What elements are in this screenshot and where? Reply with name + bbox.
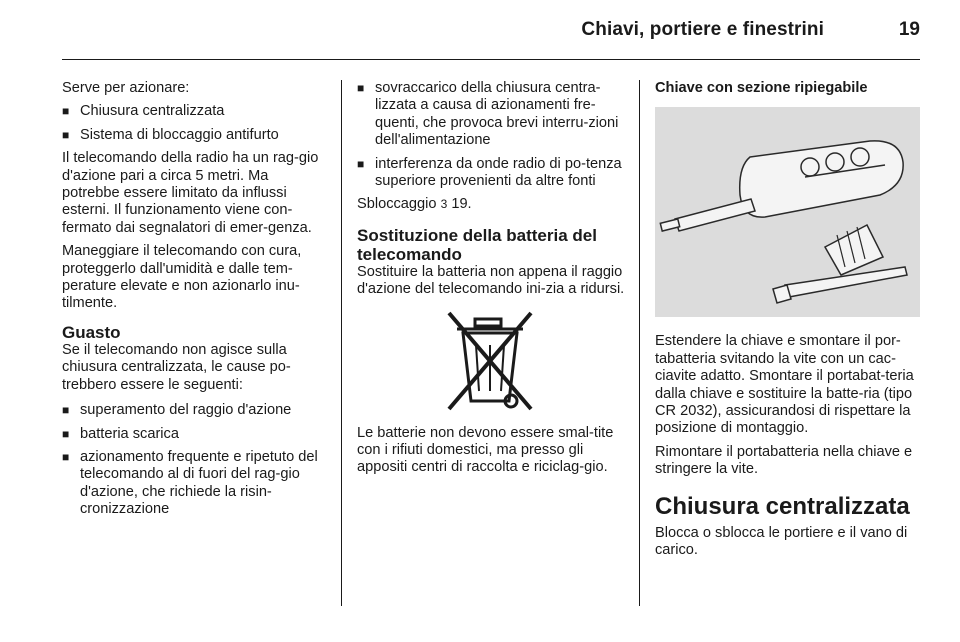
- section-heading-guasto: Guasto: [62, 322, 121, 342]
- page-number: 19: [898, 19, 920, 40]
- bullet-icon: ■: [357, 156, 365, 171]
- uses-list: [62, 103, 328, 144]
- column-2: [357, 80, 625, 483]
- list-item: ■ interferenza da onde radio di po-tenza superiore provenienti da altre fonti: [357, 155, 622, 190]
- range-paragraph: Il telecomando della radio ha un rag-gio d'azione pari a circa 5 metri. Ma potrebbe essere limitato da influssi esterni. Il funzionamento viene con-fermato dai segnalatori di emer-genza.: [62, 150, 319, 236]
- instructions-paragraph: Estendere la chiave e smontare il por-tabatteria svitando la vite con un cac-ciavite adatto. Smontare il portabat-teria dalla chiave e sostituire la batte-ria (tipo CR 2032), assicurandosi di rispettare la posizione di montaggio.: [655, 333, 914, 437]
- causes-list: [62, 402, 328, 518]
- central-locking-paragraph: Blocca o sblocca le portiere e il vano di carico.: [655, 524, 908, 559]
- cross-reference[interactable]: Sbloccaggio 3 19.: [357, 196, 472, 213]
- bullet-icon: ■: [62, 426, 70, 441]
- disposal-paragraph: Le batterie non devono essere smal-tite con i rifiuti domestici, ma presso gli appositi centri di raccolta e riciclag-gio.: [357, 424, 614, 476]
- page-header-title: Chiavi, portiere e finestrini: [581, 19, 824, 40]
- intro-text: Serve per azionare:: [62, 80, 190, 96]
- list-item: ■ batteria scarica: [62, 425, 179, 442]
- bullet-icon: ■: [62, 449, 70, 464]
- bullet-icon: ■: [62, 403, 70, 418]
- list-item: ■ superamento del raggio d'azione: [62, 402, 292, 419]
- list-item: ■ azionamento frequente e ripetuto del telecomando al di fuori del rag-gio d'azione, che richiede la risin-cronizzazione: [62, 448, 318, 518]
- fault-paragraph: Se il telecomando non agisce sulla chiusura centralizzata, le cause po-trebbero essere le seguenti:: [62, 341, 291, 393]
- folding-key-illustration: [655, 107, 920, 317]
- care-paragraph: Maneggiare il telecomando con cura, proteggerlo dall'umidità e dalle tem-perature elevate e non azionarlo inu-tilmente.: [62, 243, 302, 312]
- crossed-out-bin-icon: [441, 309, 541, 413]
- header-rule: [62, 59, 920, 60]
- column-divider-1: [341, 80, 342, 606]
- bullet-icon: ■: [62, 104, 70, 119]
- bullet-icon: ■: [357, 81, 365, 95]
- section-heading-battery: Sostituzione della batteria del telecomando: [357, 225, 597, 264]
- battery-paragraph: Sostituire la batteria non appena il raggio d'azione del telecomando ini-zia a ridursi.: [357, 263, 625, 298]
- list-item: ■ Chiusura centralizzata: [62, 103, 225, 120]
- section-heading-central-locking: Chiusura centralizzata: [655, 492, 910, 520]
- subheading-folding-key: Chiave con sezione ripiegabile: [655, 80, 868, 96]
- page-reference-arrow-icon: 3: [440, 197, 448, 212]
- column-1: [62, 80, 328, 525]
- causes-list-continued: [357, 80, 625, 190]
- list-item: ■ Sistema di bloccaggio antifurto: [62, 126, 279, 143]
- column-3: [655, 80, 923, 565]
- reassembly-paragraph: Rimontare il portabatteria nella chiave e stringere la vite.: [655, 443, 913, 478]
- column-divider-2: [639, 80, 640, 606]
- list-item: ■ sovraccarico della chiusura centra-lizzata a causa di azionamenti fre-quenti, che provoca brevi interru-zioni dell'alimentazione: [357, 80, 619, 149]
- bullet-icon: ■: [62, 127, 70, 142]
